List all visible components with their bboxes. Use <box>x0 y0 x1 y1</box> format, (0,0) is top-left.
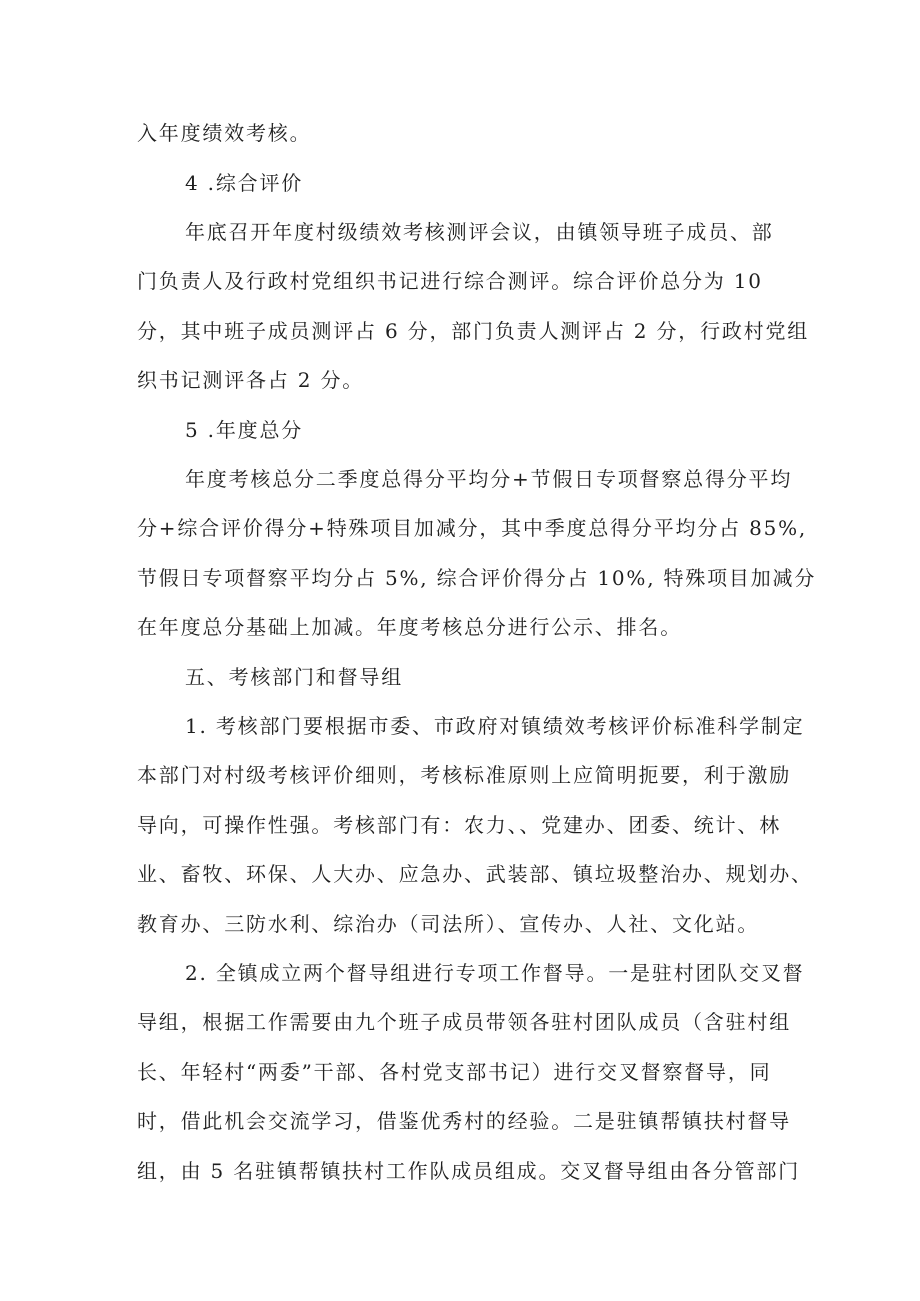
text-line-15: 导向，可操作性强。考核部门有：农力、、党建办、团委、统计、林 <box>137 813 781 837</box>
text-line-20: 长、年轻村“两委”干部、各村党支部书记）进行交叉督察督导，同 <box>137 1060 772 1084</box>
text-line-11: 在年度总分基础上加减。年度考核总分进行公示、排名。 <box>137 615 682 639</box>
text-line-5: 分，其中班子成员测评占 6 分，部门负责人测评占 2 分，行政村党组 <box>137 319 810 343</box>
text-line-10: 节假日专项督察平均分占 5%, 综合评价得分占 10%, 特殊项目加减分 <box>137 566 817 590</box>
text-line-1: 入年度绩效考核。 <box>137 121 312 145</box>
text-line-4: 门负责人及行政村党组织书记进行综合测评。综合评价总分为 10 <box>137 269 763 293</box>
text-line-17: 教育办、三防水利、综治办（司法所）、宣传办、人社、文化站。 <box>137 912 760 936</box>
text-line-21: 时，借此机会交流学习，借鉴优秀村的经验。二是驻镇帮镇扶村督导 <box>137 1109 791 1133</box>
text-line-9: 分+综合评价得分+特殊项目加减分，其中季度总得分平均分占 85%, <box>137 516 808 540</box>
chapter-heading-5: 五、考核部门和督导组 <box>185 665 403 689</box>
section-heading-4: 4 .综合评价 <box>185 171 304 195</box>
text-line-8: 年度考核总分二季度总得分平均分+节假日专项督察总得分平均 <box>185 467 793 491</box>
section-heading-5: 5 .年度总分 <box>185 418 304 442</box>
text-line-14: 本部门对村级考核评价细则，考核标准原则上应简明扼要，利于激励 <box>137 763 791 787</box>
text-line-3: 年底召开年度村级绩效考核测评会议，由镇领导班子成员、部 <box>185 220 774 244</box>
text-line-22: 组，由 5 名驻镇帮镇扶村工作队成员组成。交叉督导组由各分管部门 <box>137 1159 801 1183</box>
text-line-18: 2. 全镇成立两个督导组进行专项工作督导。一是驻村团队交叉督 <box>185 961 805 985</box>
text-line-6: 织书记测评各占 2 分。 <box>137 368 365 392</box>
text-line-19: 导组，根据工作需要由九个班子成员带领各驻村团队成员（含驻村组 <box>137 1010 791 1034</box>
text-line-16: 业、畜牧、环保、人大办、应急办、武装部、镇垃圾整治办、规划办、 <box>137 862 813 886</box>
text-line-13: 1. 考核部门要根据市委、市政府对镇绩效考核评价标准科学制定 <box>185 714 805 738</box>
